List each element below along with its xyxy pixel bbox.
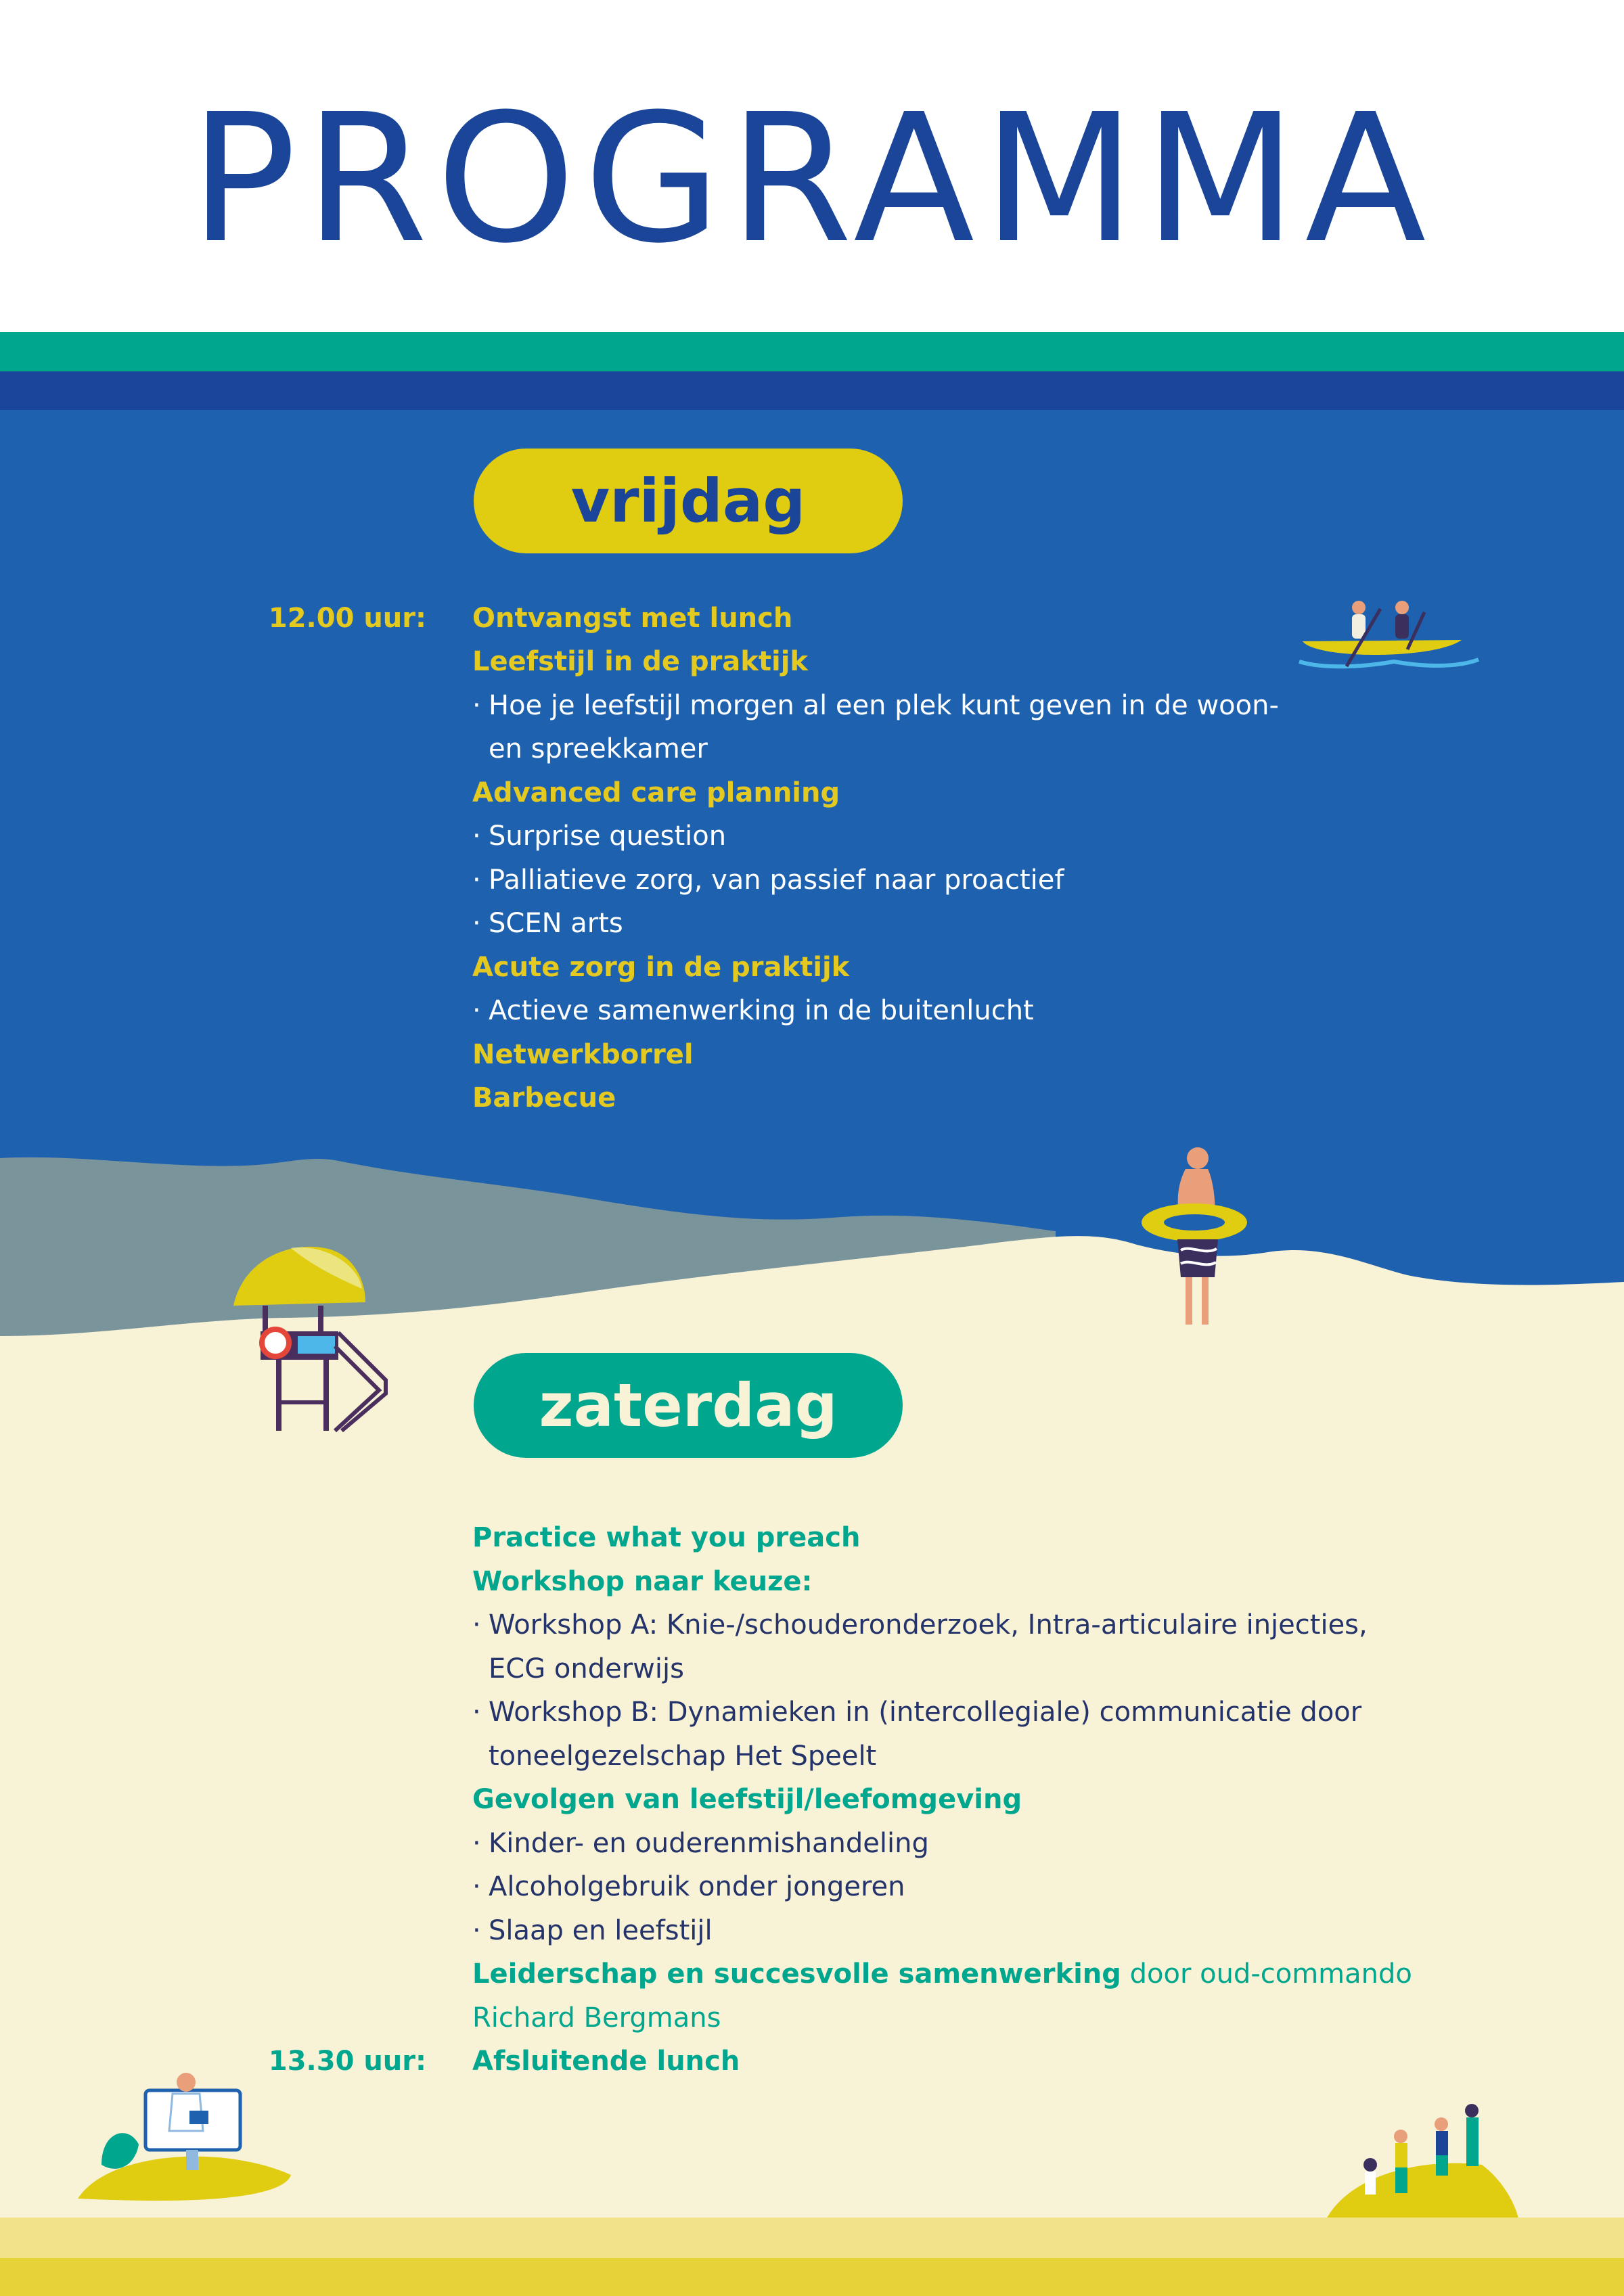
friday-time: 12.00 uur: [268,603,426,634]
program-item [472,1647,1436,1691]
program-item: · Actieve samenwerking in de buitenlucht [472,995,1034,1026]
bottom-band [0,2218,1624,2258]
item-heading: Barbecue [472,1082,616,1113]
item-text: Slaap en leefstijl [489,1915,713,1946]
item-text: door oud-commando [1121,1958,1412,1990]
item-heading: Netwerkborrel [472,1039,694,1070]
program-item: · Palliatieve zorg, van passief naar proactief [472,865,1064,896]
program-item: · SCEN arts [472,908,623,939]
page-title: PROGRAMMA [189,76,1435,282]
item-text: Workshop B: Dynamieken in (intercollegiale) communicatie door [489,1697,1362,1728]
saturday-time: 13.30 uur: [268,2046,426,2077]
item-heading: Advanced care planning [472,777,840,808]
program-item [472,2040,1420,2083]
item-text: Actieve samenwerking in de buitenlucht [489,995,1034,1026]
program-item: · Workshop B: Dynamieken in (intercollegiale) communicatie door [472,1697,1362,1728]
program-item [472,771,1420,814]
program-item: · Alcoholgebruik onder jongeren [472,1871,905,1902]
item-heading: Leefstijl in de praktijk [472,646,809,677]
item-text: Surprise question [489,821,727,852]
program-item [472,1516,1420,1559]
item-text: ECG onderwijs [489,1653,684,1684]
item-text: Workshop A: Knie-/schouderonderzoek, Intra-articulaire injecties, [489,1609,1368,1640]
item-heading: Acute zorg in de praktijk [472,952,850,983]
program-item: · Kinder- en ouderenmishandeling [472,1828,929,1859]
program-item: · Slaap en leefstijl [472,1915,713,1946]
program-item [472,727,1436,771]
program-item [472,640,1420,683]
item-text: Alcoholgebruik onder jongeren [489,1871,905,1902]
program-item [472,1076,1420,1120]
item-heading: Gevolgen van leefstijl/leefomgeving [472,1784,1022,1815]
friday-pill: vrijdag [474,449,903,553]
program-item [472,1952,1420,1996]
item-heading: Practice what you preach [472,1522,861,1553]
bottom-band [0,2258,1624,2296]
program-item [472,597,1420,640]
item-heading: Leiderschap en succesvolle samenwerking [472,1958,1121,1990]
program-item [472,1778,1420,1821]
program-item: · Surprise question [472,821,727,852]
program-item [472,1033,1420,1076]
item-text: toneelgezelschap Het Speelt [489,1741,877,1772]
program-item: · Hoe je leefstijl morgen al een plek kunt geven in de woon- [472,690,1279,721]
item-heading: Workshop naar keuze: [472,1566,813,1597]
program-item: · Workshop A: Knie-/schouderonderzoek, Intra-articulaire injecties, [472,1609,1368,1640]
program-item [472,1996,1420,2040]
saturday-pill: zaterdag [474,1353,903,1458]
item-text: Richard Bergmans [472,2002,721,2034]
program-item [472,946,1420,989]
item-text: Kinder- en ouderenmishandeling [489,1828,929,1859]
program-item [472,1560,1420,1603]
item-text: Hoe je leefstijl morgen al een plek kunt geven in de woon- [489,690,1279,721]
item-heading: Afsluitende lunch [472,2046,740,2077]
item-text: SCEN arts [489,908,623,939]
program-item [472,1735,1436,1778]
item-text: Palliatieve zorg, van passief naar proactief [489,865,1064,896]
item-heading: Ontvangst met lunch [472,603,793,634]
item-text: en spreekkamer [489,733,708,764]
